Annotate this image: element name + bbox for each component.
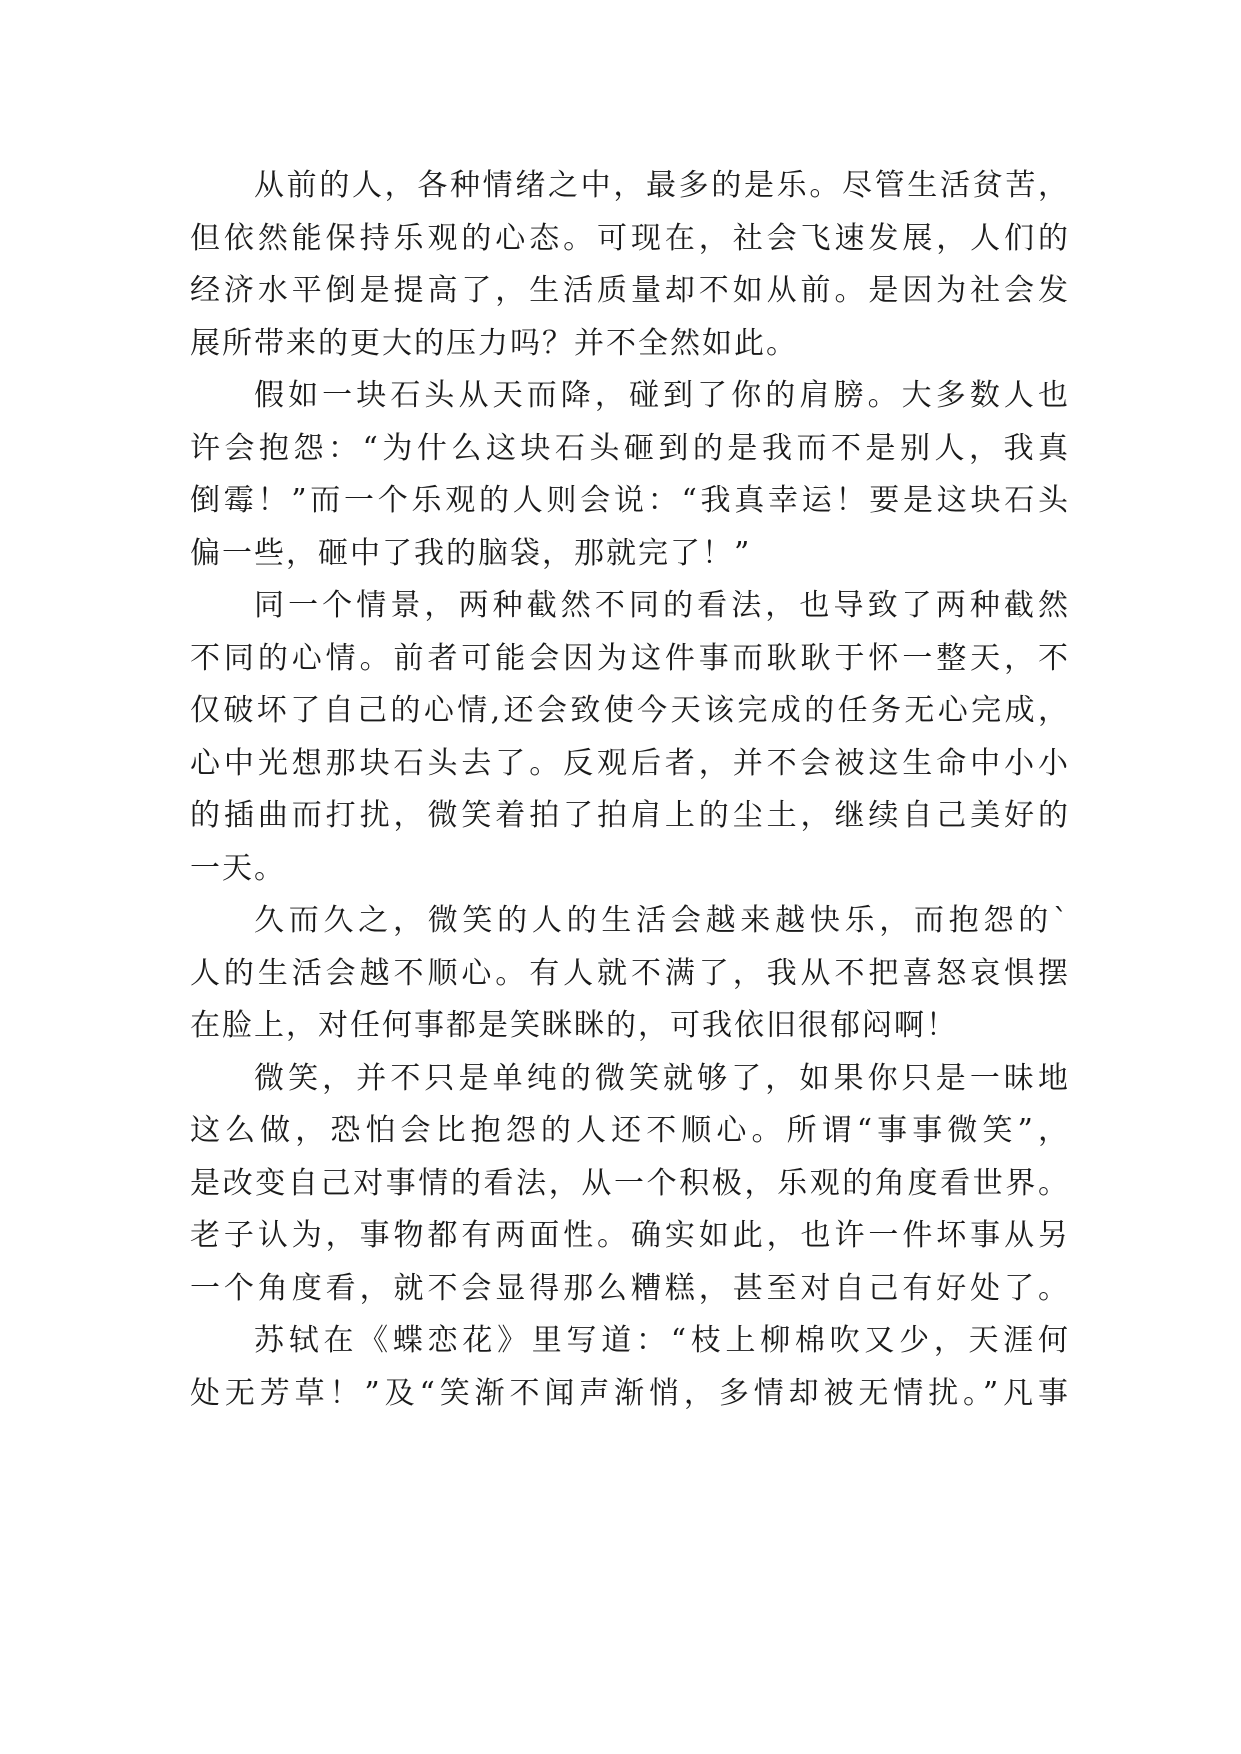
text-line: 假如一块石头从天而降，碰到了你的肩膀。大多数人也 [254,378,1070,413]
text-line: 在脸上，对任何事都是笑眯眯的，可我依旧很郁闷啊！ [190,1008,958,1043]
text-line: 心中光想那块石头去了。反观后者，并不会被这生命中小小 [190,745,1070,781]
text-line: 人的生活会越不顺心。有人就不满了，我从不把喜怒哀惧摆 [190,955,1070,991]
text-line: 一天。 [190,850,286,886]
text-line: 这么做，恐怕会比抱怨的人还不顺心。所谓“事事微笑”， [190,1113,1070,1148]
text-line: 同一个情景，两种截然不同的看法，也导致了两种截然 [254,588,1070,623]
text-line: 微笑，并不只是单纯的微笑就够了，如果你只是一昧地 [254,1060,1070,1096]
text-line: 展所带来的更大的压力吗？并不全然如此。 [190,325,798,361]
text-line: 从前的人，各种情绪之中，最多的是乐。尽管生活贫苦， [254,168,1070,203]
text-line: 偏一些，砸中了我的脑袋，那就完了！” [190,535,752,571]
text-line: 经济水平倒是提高了，生活质量却不如从前。是因为社会发 [190,273,1070,308]
text-line: 不同的心情。前者可能会因为这件事而耿耿于怀一整天，不 [190,640,1070,676]
text-line: 一个角度看，就不会显得那么糟糕，甚至对自己有好处了。 [190,1270,1070,1306]
text-line: 的插曲而打扰，微笑着拍了拍肩上的尘土，继续自己美好的 [190,798,1070,833]
text-line: 久而久之，微笑的人的生活会越来越快乐，而抱怨的` [254,903,1070,938]
text-line: 倒霉！”而一个乐观的人则会说：“我真幸运！要是这块石头 [190,483,1070,518]
text-line: 许会抱怨：“为什么这块石头砸到的是我而不是别人，我真 [190,430,1070,466]
text-line: 但依然能保持乐观的心态。可现在，社会飞速发展，人们的 [190,220,1070,256]
text-line: 仅破坏了自己的心情,还会致使今天该完成的任务无心完成， [190,693,1070,728]
text-line: 处无芳草！”及“笑渐不闻声渐悄，多情却被无情扰。”凡事 [190,1375,1070,1411]
text-line: 苏轼在《蝶恋花》里写道：“枝上柳棉吹又少，天涯何 [254,1323,1070,1358]
text-line: 老子认为，事物都有两面性。确实如此，也许一件坏事从另 [190,1218,1070,1253]
text-line: 是改变自己对事情的看法，从一个积极，乐观的角度看世界。 [190,1165,1070,1201]
body-text [190,160,1070,1420]
